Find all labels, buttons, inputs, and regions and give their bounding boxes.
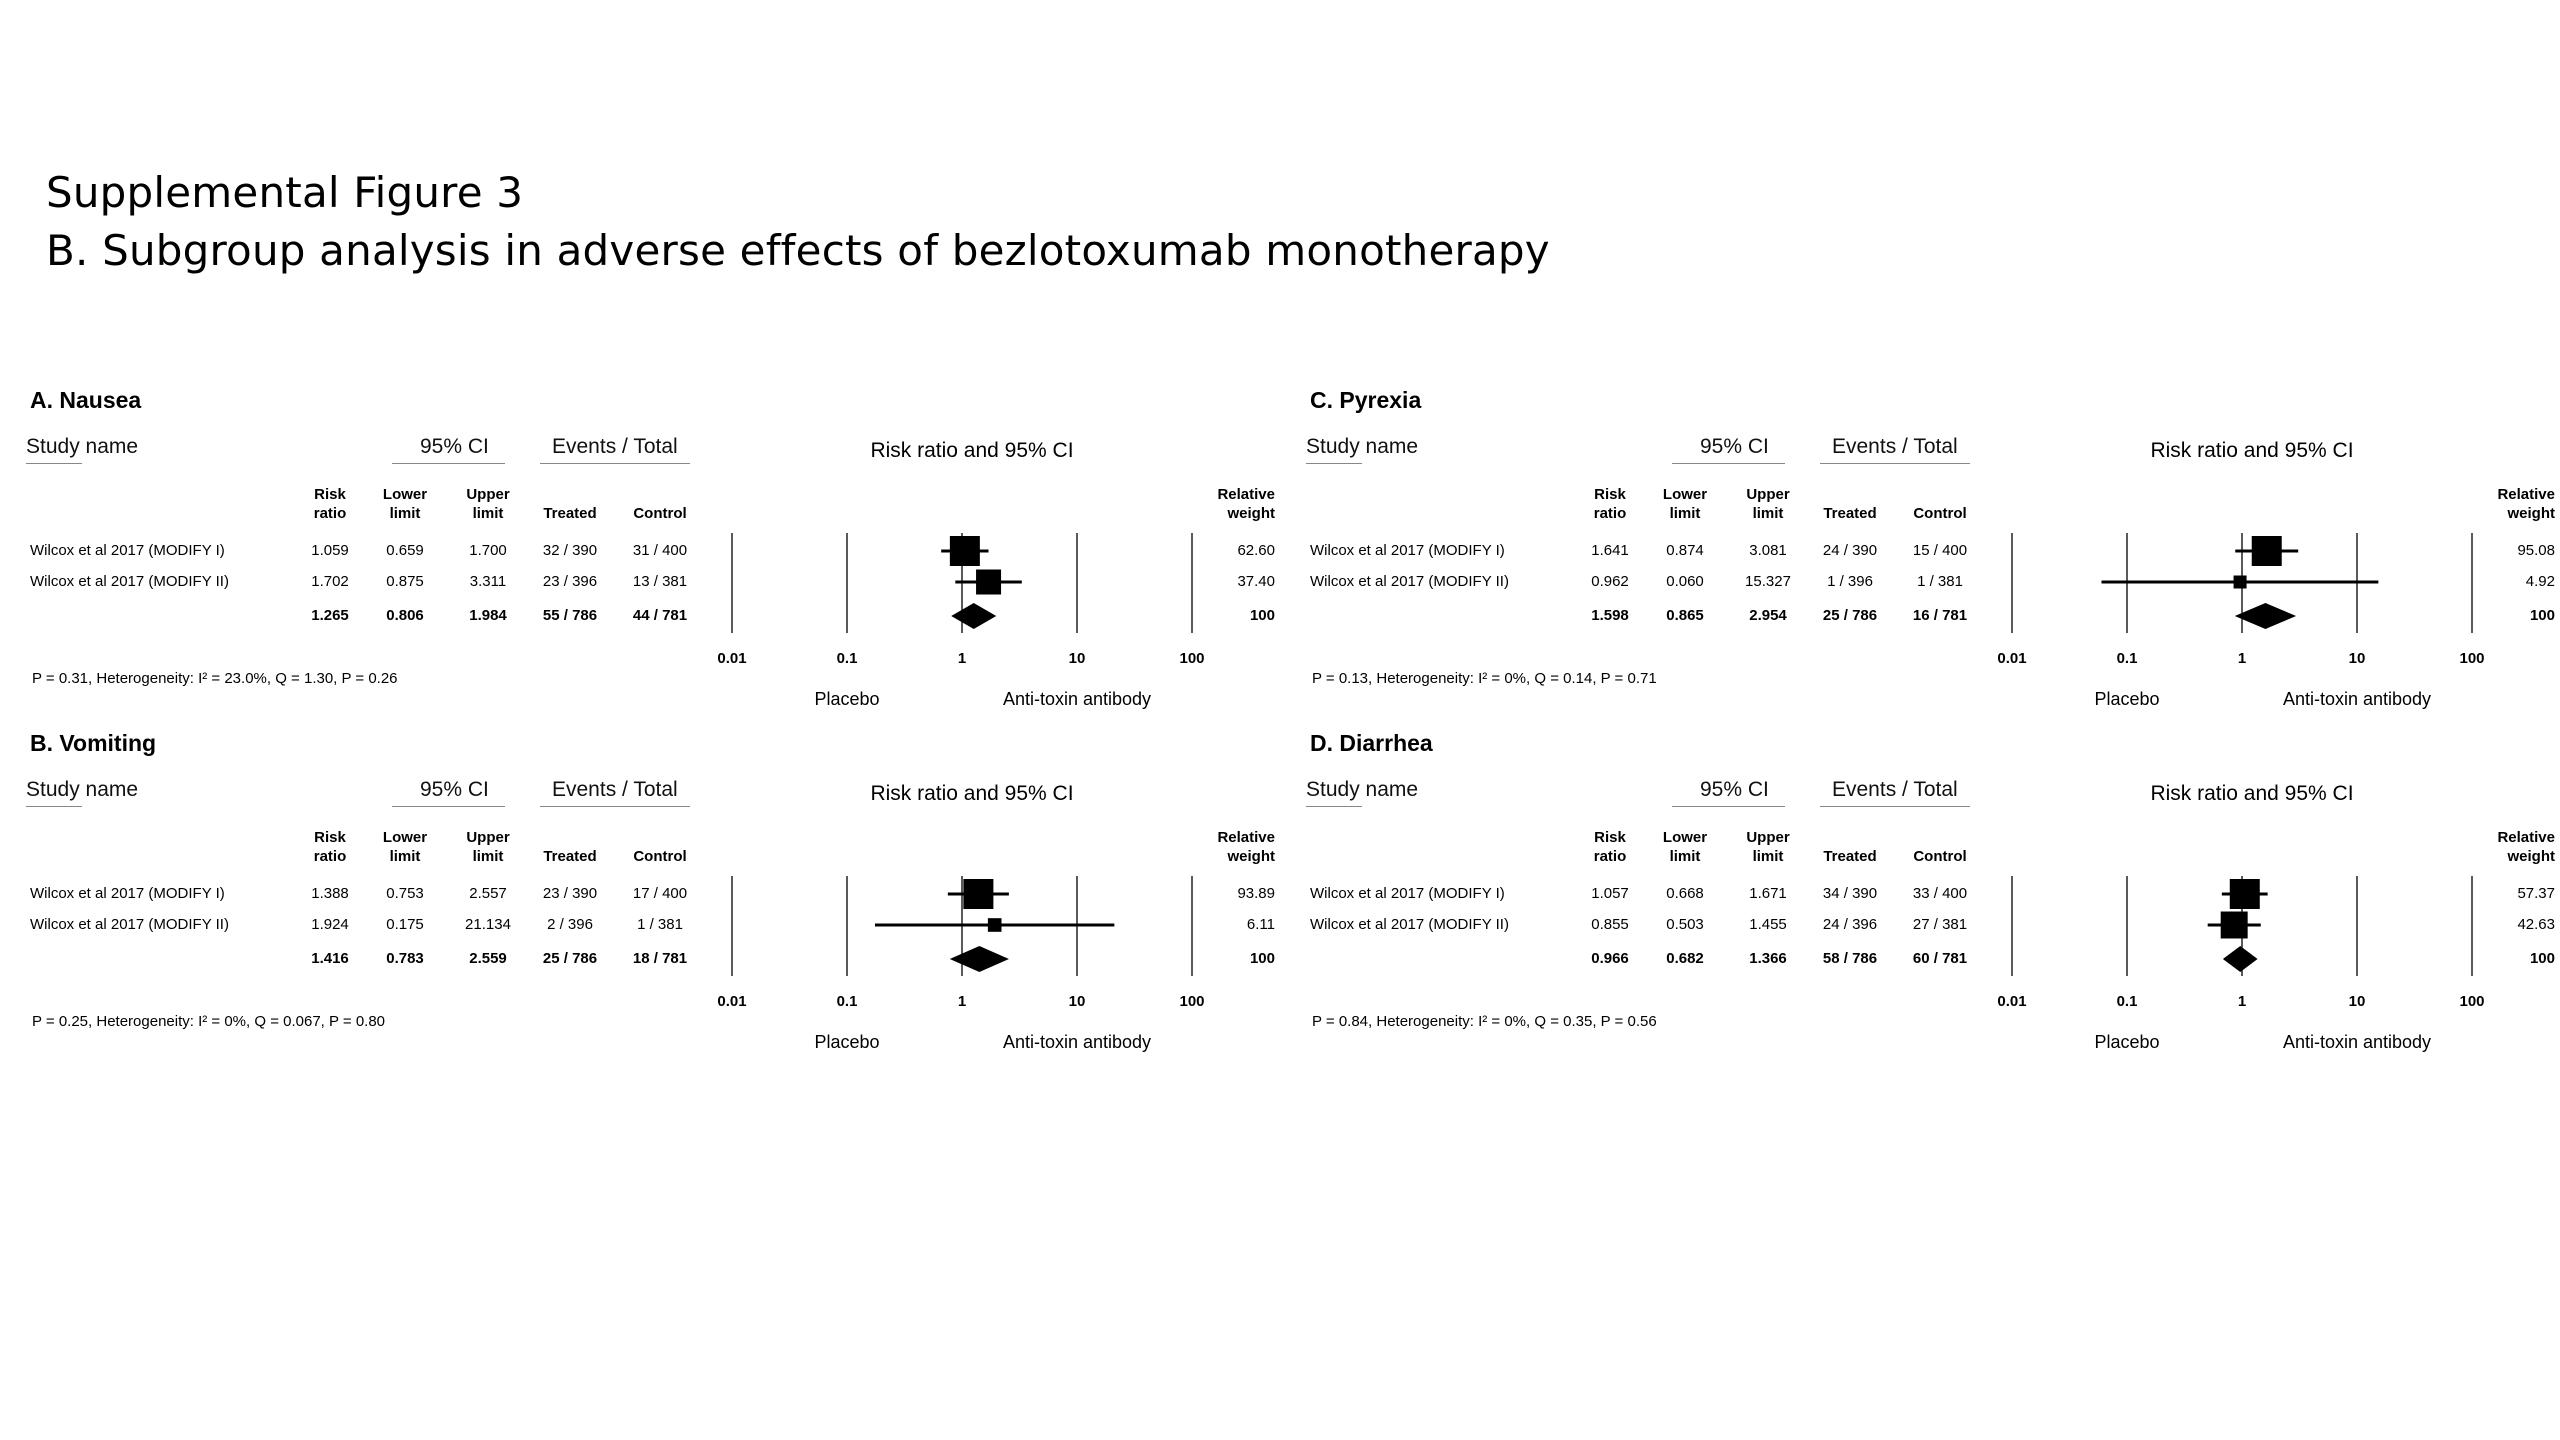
cell-control: 15 / 400 xyxy=(1912,542,1968,559)
study-name-header: Study name xyxy=(1306,778,1419,801)
ci-group-header: 95% CI xyxy=(420,778,489,801)
cell-upper: 1.700 xyxy=(469,542,507,559)
column-header-upper: Upper limit xyxy=(466,486,510,522)
forest-plot xyxy=(682,728,1242,1068)
favours-right-label: Anti-toxin antibody xyxy=(1002,689,1152,709)
cell-treated: 25 / 786 xyxy=(542,950,598,967)
study-name-cell: Wilcox et al 2017 (MODIFY II) xyxy=(30,573,229,590)
events-group-underline xyxy=(1820,463,1970,464)
cell-treated: 24 / 396 xyxy=(1822,916,1878,933)
cell-control: 13 / 381 xyxy=(632,573,688,590)
cell-upper: 2.557 xyxy=(469,885,507,902)
pooled-diamond xyxy=(2223,946,2258,972)
forest-plot xyxy=(1962,728,2522,1068)
cell-control: 44 / 781 xyxy=(632,607,688,624)
column-header-treated: Treated xyxy=(543,848,597,865)
events-group-header: Events / Total xyxy=(1832,778,1958,801)
cell-lower: 0.503 xyxy=(1666,916,1704,933)
point-estimate-square xyxy=(2230,879,2260,909)
forest-plot xyxy=(682,385,1242,725)
plot-title: Risk ratio and 95% CI xyxy=(870,439,1074,462)
study-name-cell: Wilcox et al 2017 (MODIFY I) xyxy=(1310,885,1505,902)
cell-lower: 0.753 xyxy=(386,885,424,902)
study-name-cell: Wilcox et al 2017 (MODIFY I) xyxy=(1310,542,1505,559)
point-estimate-square xyxy=(2221,912,2248,939)
cell-upper: 3.311 xyxy=(469,573,507,590)
cell-treated: 24 / 390 xyxy=(1822,542,1878,559)
panel-diarrhea xyxy=(1280,728,2560,1068)
cell-control: 1 / 381 xyxy=(637,916,683,933)
tick-label: 10 xyxy=(2348,993,2366,1010)
column-header-control: Control xyxy=(1913,848,1967,865)
tick-label: 0.01 xyxy=(717,993,747,1010)
cell-lower: 0.175 xyxy=(386,916,424,933)
cell-upper: 3.081 xyxy=(1749,542,1787,559)
cell-weight: 93.89 xyxy=(1237,885,1275,902)
cell-control: 33 / 400 xyxy=(1912,885,1968,902)
cell-weight: 95.08 xyxy=(2517,542,2555,559)
heterogeneity-stats: P = 0.25, Heterogeneity: I² = 0%, Q = 0.067, P = 0.80 xyxy=(32,1013,386,1030)
point-estimate-square xyxy=(2252,536,2282,566)
events-group-underline xyxy=(540,463,690,464)
cell-rr: 0.966 xyxy=(1591,950,1629,967)
cell-rr: 1.641 xyxy=(1591,542,1629,559)
study-name-cell: Wilcox et al 2017 (MODIFY II) xyxy=(30,916,229,933)
cell-upper: 15.327 xyxy=(1745,573,1791,590)
panel-title: B. Vomiting xyxy=(30,730,157,756)
tick-label: 10 xyxy=(1068,650,1086,667)
cell-lower: 0.783 xyxy=(386,950,424,967)
cell-rr: 1.702 xyxy=(311,573,349,590)
tick-label: 1 xyxy=(957,650,967,667)
panel-title: A. Nausea xyxy=(30,387,142,413)
study-name-cell: Wilcox et al 2017 (MODIFY II) xyxy=(1310,573,1509,590)
panel-title: D. Diarrhea xyxy=(1310,730,1433,756)
column-header-control: Control xyxy=(633,848,687,865)
plot-title: Risk ratio and 95% CI xyxy=(2150,439,2354,462)
cell-upper: 2.559 xyxy=(469,950,507,967)
cell-rr: 1.924 xyxy=(311,916,349,933)
tick-label: 10 xyxy=(1068,993,1086,1010)
study-name-header: Study name xyxy=(1306,435,1419,458)
favours-left-label: Placebo xyxy=(814,689,880,709)
favours-left-label: Placebo xyxy=(814,1032,880,1052)
tick-label: 0.01 xyxy=(1997,650,2027,667)
cell-weight: 37.40 xyxy=(1237,573,1275,590)
cell-control: 27 / 381 xyxy=(1912,916,1968,933)
tick-label: 100 xyxy=(1179,650,1205,667)
events-group-underline xyxy=(1820,806,1970,807)
cell-upper: 21.134 xyxy=(465,916,511,933)
column-header-rr: Risk ratio xyxy=(313,829,347,865)
cell-weight: 4.92 xyxy=(2525,573,2555,590)
cell-lower: 0.659 xyxy=(386,542,424,559)
heterogeneity-stats: P = 0.84, Heterogeneity: I² = 0%, Q = 0.35, P = 0.56 xyxy=(1312,1013,1657,1030)
figure-subtitle: B. Subgroup analysis in adverse effects of bezlotoxumab monotherapy xyxy=(46,226,1550,275)
cell-rr: 1.057 xyxy=(1591,885,1629,902)
study-name-underline xyxy=(1306,806,1362,807)
point-estimate-square xyxy=(988,918,1002,932)
ci-group-underline xyxy=(1672,806,1785,807)
events-group-underline xyxy=(540,806,690,807)
tick-label: 100 xyxy=(2459,993,2485,1010)
cell-upper: 1.984 xyxy=(469,607,507,624)
pooled-diamond xyxy=(951,603,996,629)
tick-label: 0.1 xyxy=(836,650,858,667)
panel-vomiting xyxy=(0,728,1280,1068)
cell-rr: 1.598 xyxy=(1591,607,1629,624)
ci-group-underline xyxy=(392,806,505,807)
ci-group-underline xyxy=(1672,463,1785,464)
cell-rr: 1.416 xyxy=(311,950,349,967)
study-name-header: Study name xyxy=(26,435,139,458)
ci-group-header: 95% CI xyxy=(1700,435,1769,458)
cell-control: 17 / 400 xyxy=(632,885,688,902)
study-name-cell: Wilcox et al 2017 (MODIFY I) xyxy=(30,542,225,559)
cell-rr: 1.059 xyxy=(311,542,349,559)
column-header-treated: Treated xyxy=(1823,848,1877,865)
cell-control: 31 / 400 xyxy=(632,542,688,559)
events-group-header: Events / Total xyxy=(1832,435,1958,458)
cell-rr: 1.388 xyxy=(311,885,349,902)
cell-treated: 58 / 786 xyxy=(1822,950,1878,967)
forest-plot xyxy=(1962,385,2522,725)
pooled-diamond xyxy=(950,946,1009,972)
cell-treated: 32 / 390 xyxy=(542,542,598,559)
tick-label: 1 xyxy=(2237,650,2247,667)
tick-label: 0.1 xyxy=(836,993,858,1010)
cell-rr: 0.855 xyxy=(1591,916,1629,933)
tick-label: 0.01 xyxy=(1997,993,2027,1010)
cell-upper: 1.455 xyxy=(1749,916,1787,933)
column-header-control: Control xyxy=(633,505,687,522)
cell-weight: 100 xyxy=(1249,607,1275,624)
tick-label: 10 xyxy=(2348,650,2366,667)
cell-lower: 0.806 xyxy=(386,607,424,624)
cell-lower: 0.874 xyxy=(1666,542,1704,559)
column-header-treated: Treated xyxy=(543,505,597,522)
favours-right-label: Anti-toxin antibody xyxy=(2282,689,2432,709)
column-header-rr: Risk ratio xyxy=(1593,486,1627,522)
ci-group-header: 95% CI xyxy=(420,435,489,458)
cell-upper: 2.954 xyxy=(1749,607,1787,624)
cell-weight: 100 xyxy=(2529,607,2555,624)
column-header-upper: Upper limit xyxy=(466,829,510,865)
events-group-header: Events / Total xyxy=(552,435,678,458)
column-header-treated: Treated xyxy=(1823,505,1877,522)
study-name-header: Study name xyxy=(26,778,139,801)
events-group-header: Events / Total xyxy=(552,778,678,801)
point-estimate-square xyxy=(963,879,993,909)
tick-label: 0.1 xyxy=(2116,650,2138,667)
study-name-underline xyxy=(1306,463,1362,464)
ci-group-underline xyxy=(392,463,505,464)
column-header-rr: Risk ratio xyxy=(313,486,347,522)
cell-control: 16 / 781 xyxy=(1912,607,1968,624)
heterogeneity-stats: P = 0.31, Heterogeneity: I² = 23.0%, Q = 1.30, P = 0.26 xyxy=(32,670,398,687)
column-header-upper: Upper limit xyxy=(1746,486,1790,522)
cell-weight: 100 xyxy=(2529,950,2555,967)
cell-treated: 1 / 396 xyxy=(1827,573,1873,590)
tick-label: 0.01 xyxy=(717,650,747,667)
plot-title: Risk ratio and 95% CI xyxy=(870,782,1074,805)
favours-right-label: Anti-toxin antibody xyxy=(2282,1032,2432,1052)
cell-weight: 6.11 xyxy=(1246,916,1275,933)
study-name-underline xyxy=(26,463,82,464)
tick-label: 0.1 xyxy=(2116,993,2138,1010)
panel-title: C. Pyrexia xyxy=(1310,387,1422,413)
favours-left-label: Placebo xyxy=(2094,1032,2160,1052)
cell-lower: 0.682 xyxy=(1666,950,1704,967)
tick-label: 1 xyxy=(957,993,967,1010)
column-header-lower: Lower limit xyxy=(382,486,428,522)
column-header-weight: Relative weight xyxy=(1217,486,1275,522)
column-header-control: Control xyxy=(1913,505,1967,522)
cell-treated: 34 / 390 xyxy=(1822,885,1878,902)
cell-lower: 0.875 xyxy=(386,573,424,590)
favours-right-label: Anti-toxin antibody xyxy=(1002,1032,1152,1052)
point-estimate-square xyxy=(2234,575,2247,588)
column-header-lower: Lower limit xyxy=(382,829,428,865)
column-header-weight: Relative weight xyxy=(2497,486,2555,522)
column-header-weight: Relative weight xyxy=(1217,829,1275,865)
column-header-weight: Relative weight xyxy=(2497,829,2555,865)
cell-treated: 55 / 786 xyxy=(542,607,598,624)
cell-upper: 1.671 xyxy=(1749,885,1787,902)
cell-treated: 25 / 786 xyxy=(1822,607,1878,624)
study-name-cell: Wilcox et al 2017 (MODIFY I) xyxy=(30,885,225,902)
tick-label: 1 xyxy=(2237,993,2247,1010)
cell-treated: 23 / 390 xyxy=(542,885,598,902)
pooled-diamond xyxy=(2235,603,2296,629)
cell-treated: 23 / 396 xyxy=(542,573,598,590)
cell-lower: 0.060 xyxy=(1666,573,1704,590)
study-name-cell: Wilcox et al 2017 (MODIFY II) xyxy=(1310,916,1509,933)
cell-control: 1 / 381 xyxy=(1917,573,1963,590)
column-header-lower: Lower limit xyxy=(1662,829,1708,865)
cell-rr: 1.265 xyxy=(311,607,349,624)
heterogeneity-stats: P = 0.13, Heterogeneity: I² = 0%, Q = 0.14, P = 0.71 xyxy=(1312,670,1657,687)
cell-weight: 62.60 xyxy=(1237,542,1275,559)
panel-pyrexia xyxy=(1280,385,2560,725)
ci-group-header: 95% CI xyxy=(1700,778,1769,801)
favours-left-label: Placebo xyxy=(2094,689,2160,709)
cell-rr: 0.962 xyxy=(1591,573,1629,590)
column-header-lower: Lower limit xyxy=(1662,486,1708,522)
panel-nausea xyxy=(0,385,1280,725)
cell-treated: 2 / 396 xyxy=(547,916,593,933)
column-header-upper: Upper limit xyxy=(1746,829,1790,865)
cell-control: 18 / 781 xyxy=(632,950,688,967)
cell-weight: 42.63 xyxy=(2517,916,2555,933)
cell-weight: 57.37 xyxy=(2517,885,2555,902)
plot-title: Risk ratio and 95% CI xyxy=(2150,782,2354,805)
study-name-underline xyxy=(26,806,82,807)
tick-label: 100 xyxy=(2459,650,2485,667)
point-estimate-square xyxy=(976,569,1001,594)
column-header-rr: Risk ratio xyxy=(1593,829,1627,865)
cell-upper: 1.366 xyxy=(1749,950,1787,967)
figure-title: Supplemental Figure 3 xyxy=(46,168,524,217)
cell-weight: 100 xyxy=(1249,950,1275,967)
tick-label: 100 xyxy=(1179,993,1205,1010)
cell-lower: 0.865 xyxy=(1666,607,1704,624)
cell-lower: 0.668 xyxy=(1666,885,1704,902)
cell-control: 60 / 781 xyxy=(1912,950,1968,967)
point-estimate-square xyxy=(950,536,980,566)
